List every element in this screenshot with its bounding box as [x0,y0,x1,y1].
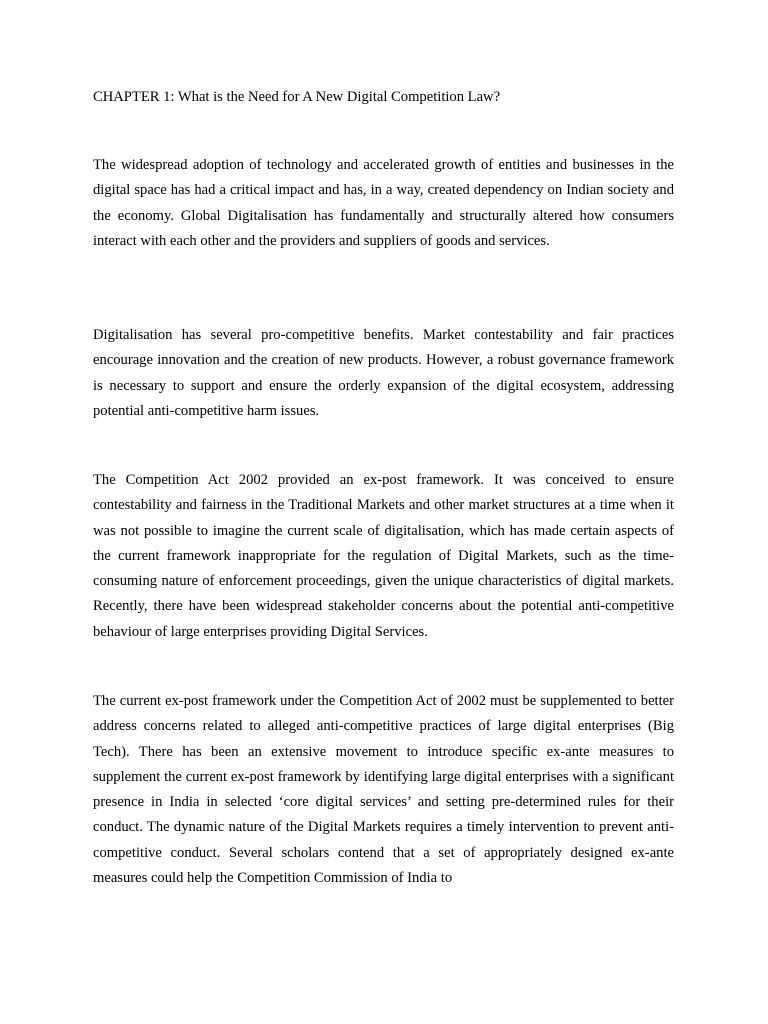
chapter-title: CHAPTER 1: What is the Need for A New Digital Competition Law? [93,89,501,105]
body-paragraph-4: The current ex-post framework under the Competition Act of 2002 must be supplemented to better address concerns related to alleged anti-competitive practices of large digital enterprises (Big Tech). There has been an extensive movement to introduce specific ex-ante measures to supplement the current ex-post framework by identifying large digital enterprises with a significant presence in India in selected ‘core digital services’ and setting pre-determined rules for their conduct. The dynamic nature of the Digital Markets requires a timely intervention to prevent anti-competitive conduct. Several scholars contend that a set of appropriately designed ex-ante measures could help the Competition Commission of India to [93,693,674,887]
body-paragraph-3: The Competition Act 2002 provided an ex-post framework. It was conceived to ensure contestability and fairness in the Traditional Markets and other market structures at a time when it was not possible to imagine the current scale of digitalisation, which has made certain aspects of the current framework inappropriate for the regulation of Digital Markets, such as the time-consuming nature of enforcement proceedings, given the unique characteristics of digital markets. Recently, there have been widespread stakeholder concerns about the potential anti-competitive behaviour of large enterprises providing Digital Services. [93,472,674,640]
body-paragraph-2: Digitalisation has several pro-competitive benefits. Market contestability and fair practices encourage innovation and the creation of new products. However, a robust governance framework is necessary to support and ensure the orderly expansion of the digital ecosystem, addressing potential anti-competitive harm issues. [93,327,674,419]
body-paragraph-1: The widespread adoption of technology and accelerated growth of entities and businesses in the digital space has had a critical impact and has, in a way, created dependency on Indian society and the economy. Global Digitalisation has fundamentally and structurally altered how consumers interact with each other and the providers and suppliers of goods and services. [93,157,674,249]
